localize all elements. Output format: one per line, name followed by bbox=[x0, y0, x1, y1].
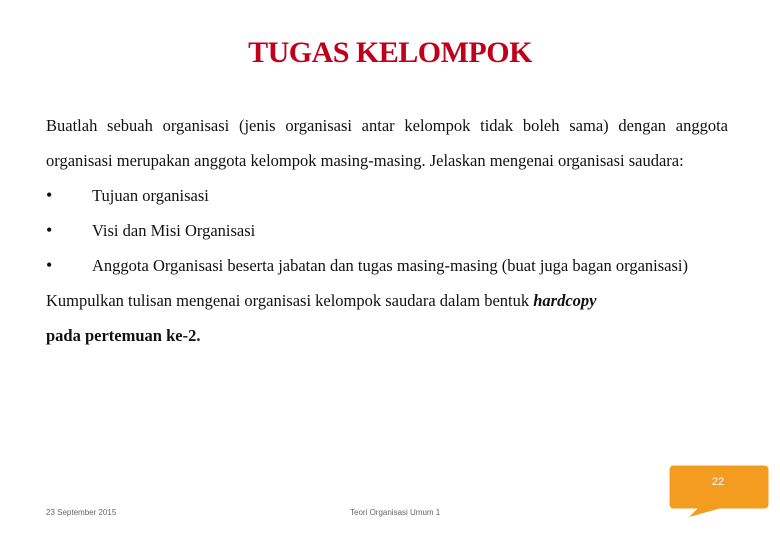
list-item-text: Visi dan Misi Organisasi bbox=[92, 221, 256, 240]
list-item bbox=[46, 248, 728, 283]
list-item-text: Tujuan organisasi bbox=[92, 186, 209, 205]
bullet-icon: • bbox=[46, 185, 53, 205]
slide-body bbox=[46, 108, 728, 353]
page-number: 22 bbox=[711, 476, 725, 488]
speech-bubble-icon bbox=[664, 460, 772, 522]
intro-paragraph: Buatlah sebuah organisasi (jenis organisasi antar kelompok tidak boleh sama) dengan anggota organisasi merupakan anggota kelompok masing-masing. Jelaskan mengenai organisasi saudara: bbox=[46, 116, 728, 170]
closing-paragraph bbox=[46, 283, 728, 353]
task-list bbox=[46, 178, 728, 283]
slide-title: TUGAS KELOMPOK bbox=[248, 36, 532, 69]
list-item bbox=[46, 178, 728, 213]
bullet-icon: • bbox=[46, 255, 53, 275]
list-item bbox=[46, 213, 728, 248]
footer-date: 23 September 2015 bbox=[46, 508, 117, 517]
bullet-icon: • bbox=[46, 220, 53, 240]
closing-highlight: hardcopy bbox=[533, 291, 597, 310]
closing-emphasis: pada pertemuan ke-2. bbox=[46, 326, 201, 345]
list-item-text: Anggota Organisasi beserta jabatan dan tugas masing-masing (buat juga bagan organisasi) bbox=[92, 256, 688, 275]
closing-text: Kumpulkan tulisan mengenai organisasi kelompok saudara dalam bentuk bbox=[46, 291, 534, 310]
footer-course: Teori Organisasi Umum 1 bbox=[350, 508, 441, 517]
